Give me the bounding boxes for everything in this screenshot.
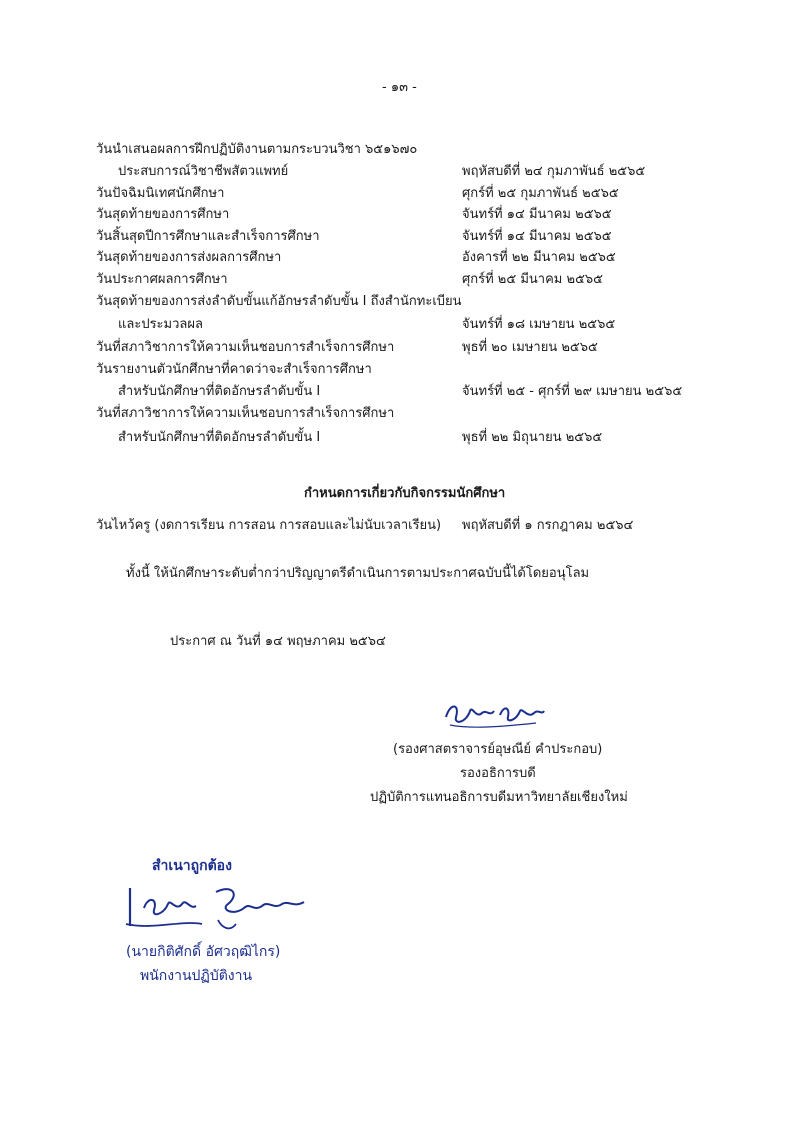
schedule-label: วันสุดท้ายของการส่งผลการศึกษา bbox=[96, 250, 282, 265]
activity-date: พฤหัสบดีที่ ๑ กรกฎาคม ๒๕๖๔ bbox=[462, 518, 634, 533]
page-number: - ๑๓ - bbox=[382, 80, 417, 95]
schedule-label: วันที่สภาวิชาการให้ความเห็นชอบการสำเร็จการศึกษา bbox=[96, 406, 395, 421]
schedule-date: จันทร์ที่ ๑๘ เมษายน ๒๕๖๕ bbox=[462, 317, 616, 332]
schedule-date: จันทร์ที่ ๑๔ มีนาคม ๒๕๖๕ bbox=[462, 229, 612, 244]
activity-label: วันไหว้ครู (งดการเรียน การสอน การสอบและไม่นับเวลาเรียน) bbox=[96, 518, 442, 533]
signatory-acting: ปฏิบัติการแทนอธิการบดีมหาวิทยาลัยเชียงใหม่ bbox=[370, 790, 628, 805]
schedule-date: พฤหัสบดีที่ ๒๔ กุมภาพันธ์ ๒๕๖๕ bbox=[462, 164, 646, 179]
certifier-name: (นายกิติศักดิ์ อัศวฤฒิไกร) bbox=[126, 944, 281, 960]
schedule-date: พุธที่ ๒๒ มิถุนายน ๒๕๖๕ bbox=[462, 430, 603, 445]
schedule-date: จันทร์ที่ ๑๔ มีนาคม ๒๕๖๕ bbox=[462, 207, 612, 222]
certifier-position: พนักงานปฏิบัติงาน bbox=[140, 968, 253, 984]
schedule-label: วันนำเสนอผลการฝึกปฏิบัติงานตามกระบวนวิชา ๖๕๑๖๗๐ bbox=[96, 142, 418, 157]
signature-scribble-icon bbox=[122, 880, 312, 940]
schedule-label: สำหรับนักศึกษาที่ติดอักษรลำดับขั้น I bbox=[118, 430, 321, 445]
announcement-date: ประกาศ ณ วันที่ ๑๔ พฤษภาคม ๒๕๖๔ bbox=[170, 634, 386, 649]
certified-title: สำเนาถูกต้อง bbox=[152, 858, 232, 874]
schedule-label: ประสบการณ์วิชาชีพสัตวแพทย์ bbox=[118, 164, 289, 179]
schedule-label: และประมวลผล bbox=[118, 317, 203, 332]
schedule-label: วันประกาศผลการศึกษา bbox=[96, 272, 228, 287]
signatory-name: (รองศาสตราจารย์อุษณีย์ คำประกอบ) bbox=[393, 742, 603, 757]
schedule-label: วันที่สภาวิชาการให้ความเห็นชอบการสำเร็จการศึกษา bbox=[96, 340, 395, 355]
notice-text: ทั้งนี้ ให้นักศึกษาระดับต่ำกว่าปริญญาตรีดำเนินการตามประกาศฉบับนี้ได้โดยอนุโลม bbox=[126, 566, 590, 581]
schedule-label: วันสุดท้ายของการส่งลำดับขั้นแก้อักษรลำดับขั้น I ถึงสำนักทะเบียน bbox=[96, 294, 462, 309]
certifier-signature bbox=[122, 880, 312, 940]
schedule-date: อังคารที่ ๒๒ มีนาคม ๒๕๖๕ bbox=[462, 250, 616, 265]
schedule-label: วันสุดท้ายของการศึกษา bbox=[96, 207, 230, 222]
schedule-date: จันทร์ที่ ๒๕ - ศุกร์ที่ ๒๙ เมษายน ๒๕๖๕ bbox=[462, 384, 683, 399]
schedule-date: ศุกร์ที่ ๒๕ กุมภาพันธ์ ๒๕๖๕ bbox=[462, 186, 619, 201]
signature-scribble-icon bbox=[440, 695, 550, 735]
schedule-date: พุธที่ ๒๐ เมษายน ๒๕๖๕ bbox=[462, 340, 598, 355]
schedule-label: สำหรับนักศึกษาที่ติดอักษรลำดับขั้น I bbox=[118, 384, 321, 399]
signatory-position: รองอธิการบดี bbox=[460, 766, 536, 781]
schedule-label: วันสิ้นสุดปีการศึกษาและสำเร็จการศึกษา bbox=[96, 229, 320, 244]
signatory-signature bbox=[440, 695, 550, 735]
schedule-date: ศุกร์ที่ ๒๕ มีนาคม ๒๕๖๕ bbox=[462, 272, 604, 287]
schedule-label: วันปัจฉิมนิเทศนักศึกษา bbox=[96, 186, 225, 201]
activities-heading: กำหนดการเกี่ยวกับกิจกรรมนักศึกษา bbox=[304, 486, 506, 501]
schedule-label: วันรายงานตัวนักศึกษาที่คาดว่าจะสำเร็จการศึกษา bbox=[96, 362, 372, 377]
